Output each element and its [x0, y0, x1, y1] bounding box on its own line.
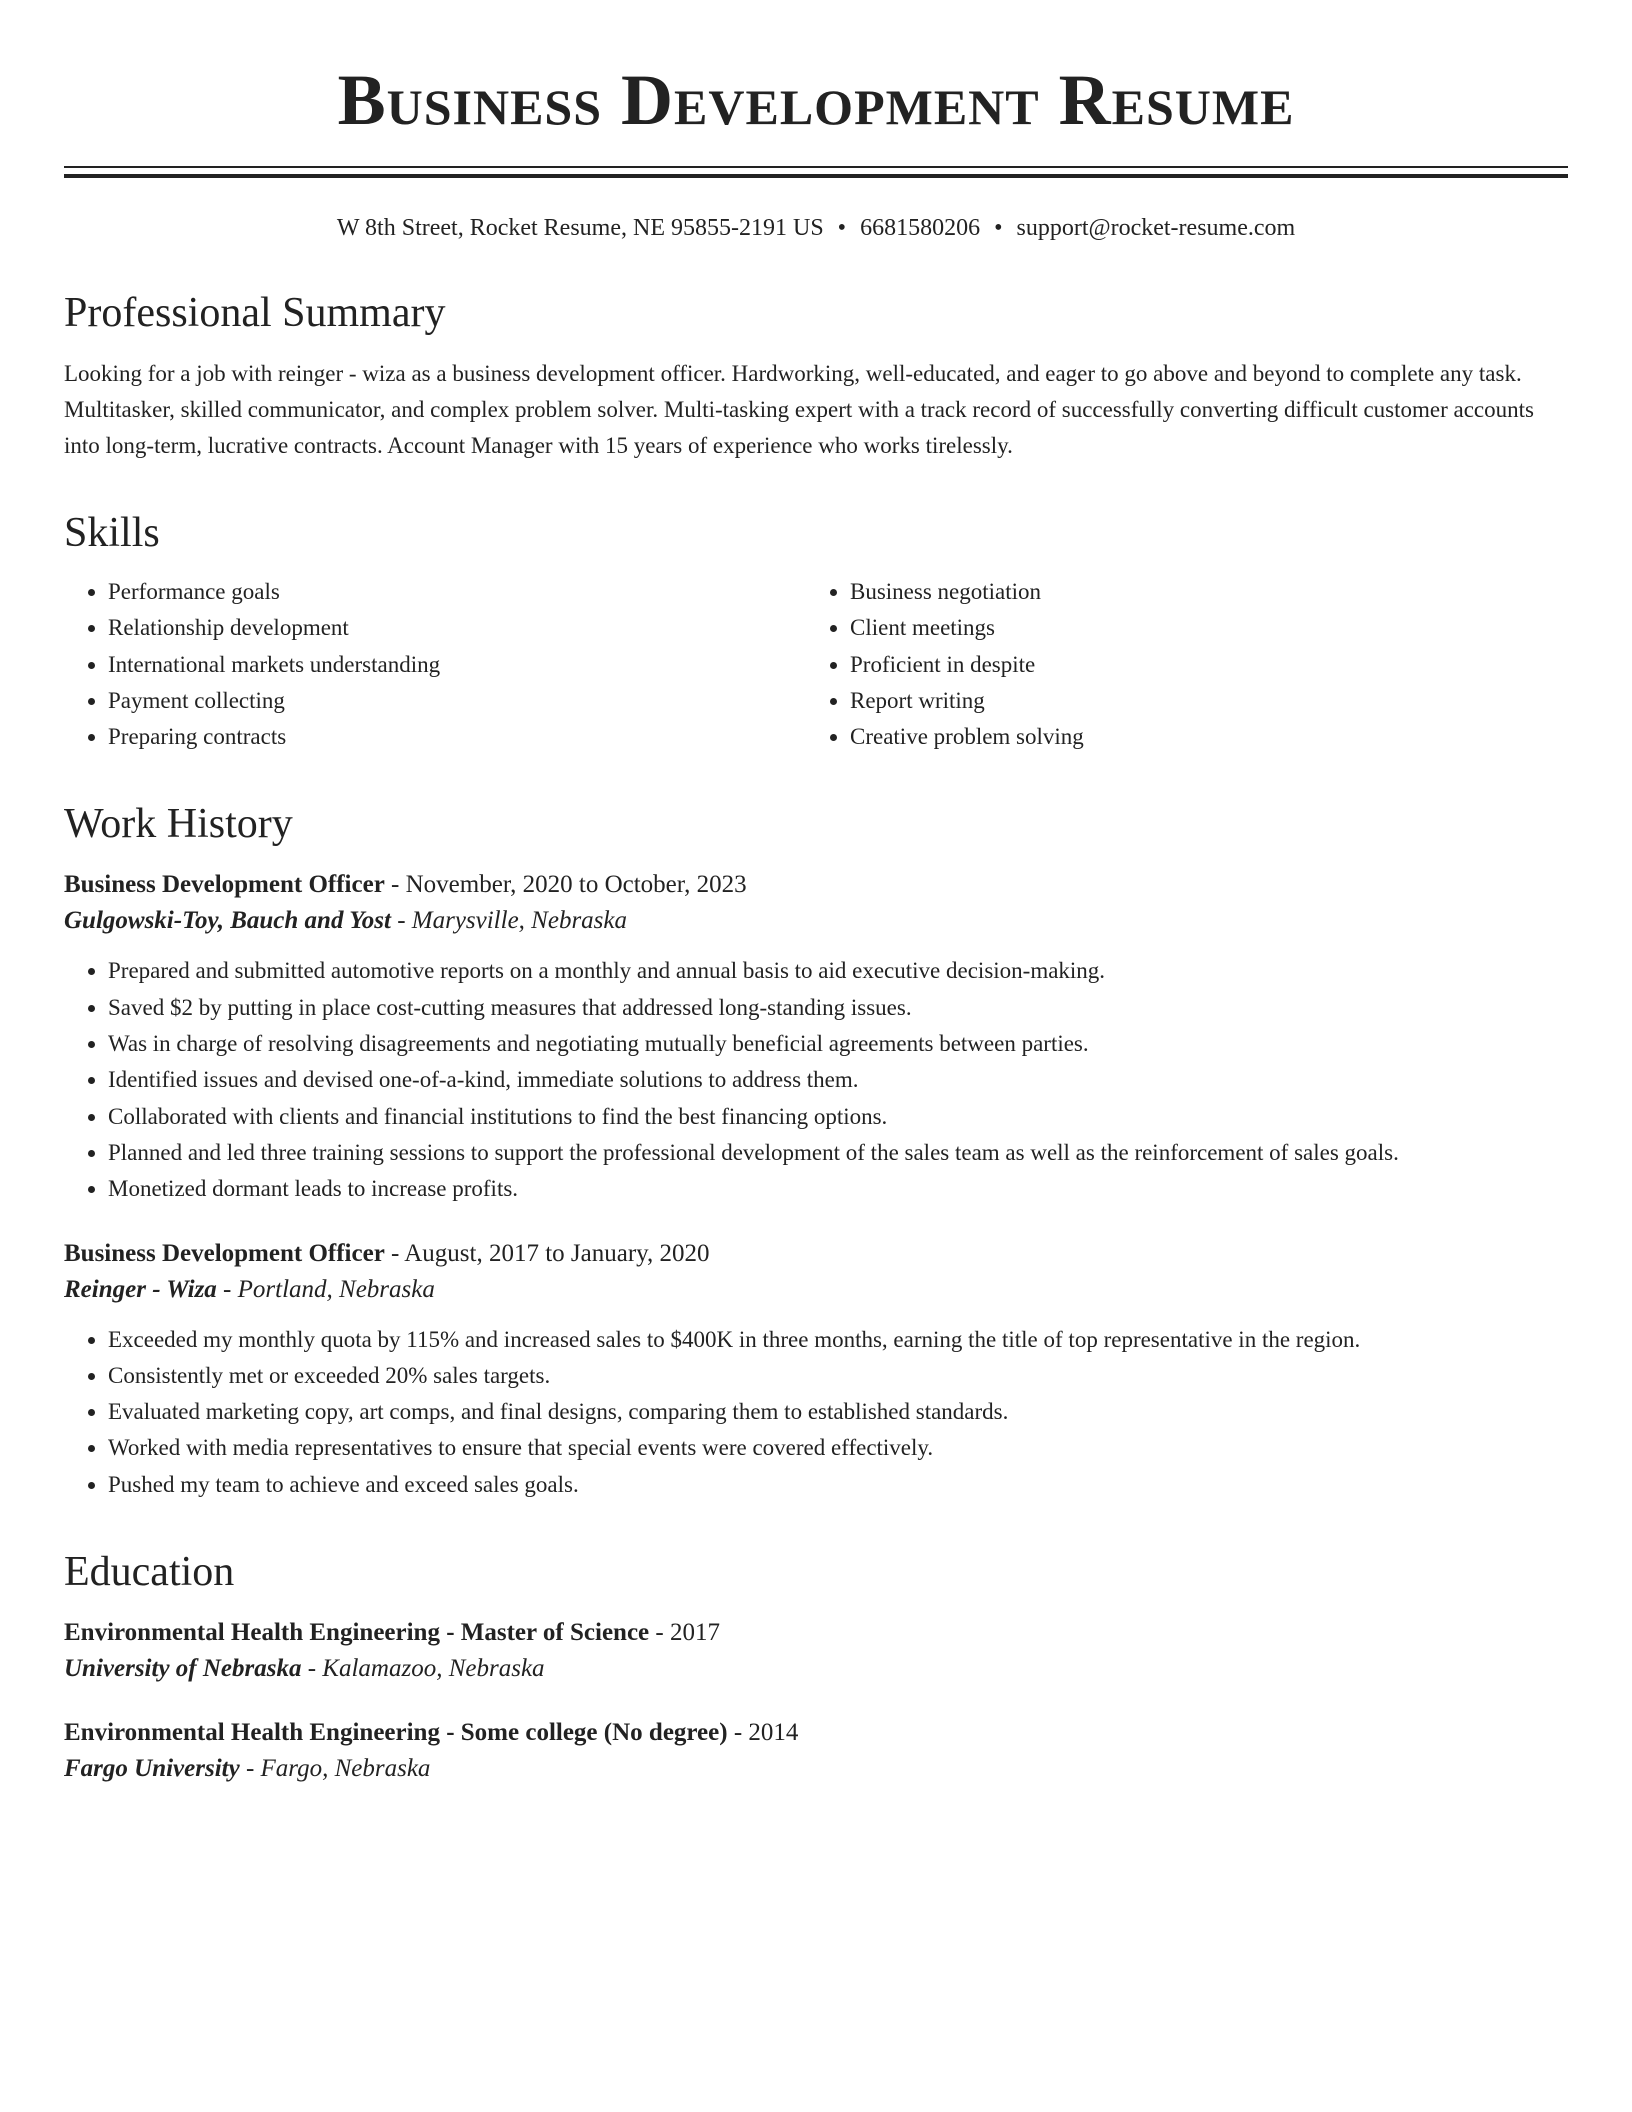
- title-divider: [64, 166, 1568, 178]
- education-year: - 2017: [649, 1619, 720, 1647]
- job-duty-item: • Saved $2 by putting in place cost-cutting measures that addressed long-standing issues.: [108, 990, 1568, 1026]
- education-school: Fargo University: [64, 1755, 240, 1783]
- skill-item: • Performance goals: [108, 574, 806, 610]
- job-duty-item: • Exceeded my monthly quota by 115% and increased sales to $400K in three months, earning the title of top representative in the region.: [108, 1322, 1568, 1358]
- education-entry: [64, 1615, 1568, 1687]
- contact-email: support@rocket-resume.com: [1016, 215, 1296, 241]
- contact-line: [64, 212, 1568, 244]
- job-duty-item: • Pushed my team to achieve and exceed sales goals.: [108, 1467, 1568, 1503]
- education-degree: Environmental Health Engineering - Master of Science: [64, 1619, 650, 1647]
- education-school-line: [64, 1751, 1568, 1787]
- education-heading: Education: [64, 1549, 235, 1596]
- job-employer: [64, 1272, 1568, 1308]
- contact-address: W 8th Street, Rocket Resume, NE 95855-2191 US: [336, 215, 824, 241]
- job-employer: [64, 903, 1568, 939]
- contact-phone: 6681580206: [860, 215, 981, 241]
- education-school: University of Nebraska: [64, 1655, 302, 1683]
- skills-column-right: [806, 574, 1548, 755]
- education-location: - Fargo, Nebraska: [239, 1755, 431, 1783]
- job-duty-item: • Evaluated marketing copy, art comps, and final designs, comparing them to established standards.: [108, 1394, 1568, 1430]
- job-location: - Marysville, Nebraska: [390, 907, 627, 935]
- job-company: Gulgowski-Toy, Bauch and Yost: [64, 907, 391, 935]
- job-header: [64, 867, 1568, 903]
- skills-column-left: [64, 574, 806, 755]
- skill-item: • Payment collecting: [108, 683, 806, 719]
- job-duty-item: • Collaborated with clients and financial institutions to find the best financing options.: [108, 1099, 1568, 1135]
- contact-separator: •: [837, 215, 847, 241]
- education-school-line: [64, 1651, 1568, 1687]
- skill-item: • Business negotiation: [850, 574, 1548, 610]
- education-entry: [64, 1715, 1568, 1787]
- skill-item: • Creative problem solving: [850, 719, 1548, 755]
- job-entry: [64, 1236, 1568, 1503]
- resume-title: Business Development Resume: [337, 60, 1295, 140]
- job-duty-item: • Prepared and submitted automotive reports on a monthly and annual basis to aid executive decision-making.: [108, 953, 1568, 989]
- job-duties: [64, 1322, 1568, 1503]
- skill-item: • Proficient in despite: [850, 647, 1548, 683]
- job-title: Business Development Officer: [64, 1239, 385, 1267]
- skill-item: • Relationship development: [108, 610, 806, 646]
- education-header: [64, 1715, 1568, 1751]
- summary-text: Looking for a job with reinger - wiza as a business development officer. Hardworking, well-educated, and eager to go above and beyond to complete any task. Multitasker, skilled communicator, and complex problem solver. Multi-tasking expert with a track record of successfully converting difficult customer accounts into long-term, lucrative contracts. Account Manager with 15 years of experience who works tirelessly.: [64, 361, 1534, 458]
- education-degree: Environmental Health Engineering - Some college (No degree): [64, 1719, 728, 1747]
- skill-item: • Report writing: [850, 683, 1548, 719]
- job-duty-item: • Identified issues and devised one-of-a-kind, immediate solutions to address them.: [108, 1062, 1568, 1098]
- job-dates: - August, 2017 to January, 2020: [384, 1239, 710, 1267]
- job-duty-item: • Monetized dormant leads to increase profits.: [108, 1171, 1568, 1207]
- skills-list: [64, 574, 1568, 755]
- job-company: Reinger - Wiza: [64, 1275, 217, 1303]
- job-title: Business Development Officer: [64, 871, 385, 899]
- job-duty-item: • Planned and led three training sessions to support the professional development of the sales team as well as the reinforcement of sales goals.: [108, 1135, 1568, 1171]
- job-header: [64, 1236, 1568, 1272]
- job-duty-item: • Consistently met or exceeded 20% sales targets.: [108, 1358, 1568, 1394]
- skill-item: • Client meetings: [850, 610, 1548, 646]
- job-duty-item: • Worked with media representatives to ensure that special events were covered effectively.: [108, 1430, 1568, 1466]
- skill-item: • International markets understanding: [108, 647, 806, 683]
- job-duties: [64, 953, 1568, 1207]
- work-history-heading: Work History: [64, 801, 293, 848]
- skills-heading: Skills: [64, 510, 160, 556]
- education-header: [64, 1615, 1568, 1651]
- job-location: - Portland, Nebraska: [216, 1275, 435, 1303]
- job-dates: - November, 2020 to October, 2023: [384, 871, 747, 899]
- contact-separator: •: [994, 215, 1003, 241]
- job-duty-item: • Was in charge of resolving disagreements and negotiating mutually beneficial agreements between parties.: [108, 1026, 1568, 1062]
- education-location: - Kalamazoo, Nebraska: [301, 1655, 545, 1683]
- education-year: - 2014: [727, 1719, 799, 1747]
- skill-item: • Preparing contracts: [108, 719, 806, 755]
- job-entry: [64, 867, 1568, 1207]
- summary-heading: Professional Summary: [64, 290, 446, 336]
